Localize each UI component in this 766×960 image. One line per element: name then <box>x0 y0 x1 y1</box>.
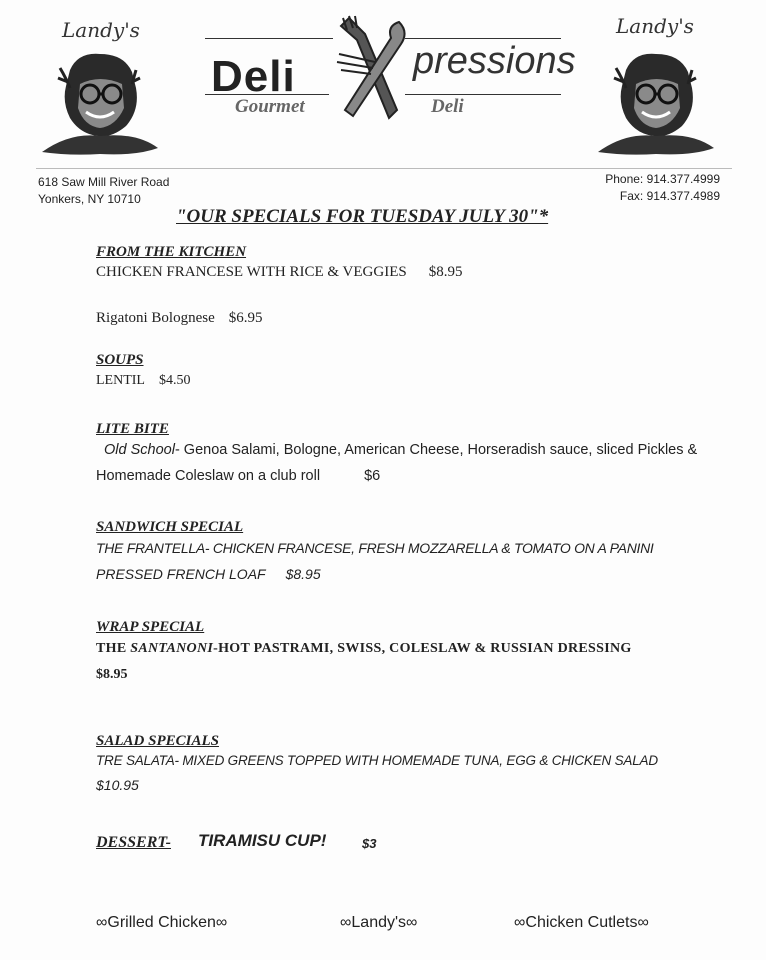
section-title-dessert: DESSERT- <box>96 834 171 851</box>
section-title-salad: SALAD SPECIALS <box>96 733 219 749</box>
specials-headline: "OUR SPECIALS FOR TUESDAY JULY 30"* <box>176 206 549 227</box>
dessert-item-name: TIRAMISU CUP! <box>198 831 327 850</box>
wrap-desc-text: -HOT PASTRAMI, SWISS, COLESLAW & RUSSIAN DRESSING <box>213 641 632 656</box>
logo-deli-small-text: Deli <box>431 96 464 117</box>
phone-number: Phone: 914.377.4999 <box>605 172 720 186</box>
sandwich-price: $8.95 <box>285 566 321 582</box>
section-title-sandwich: SANDWICH SPECIAL <box>96 519 244 535</box>
lite-bite-desc-1: - Genoa Salami, Bologne, American Cheese, Horseradish sauce, sliced Pickles & <box>174 442 698 458</box>
logo-pressions-text: pressions <box>413 40 576 82</box>
address-line-2: Yonkers, NY 10710 <box>38 192 141 206</box>
lite-bite-price: $6 <box>364 468 381 484</box>
section-title-kitchen: FROM THE KITCHEN <box>96 244 247 260</box>
lite-bite-item-name: Old School <box>104 442 175 458</box>
chef-caricature-right-image <box>596 48 716 160</box>
header-divider <box>36 168 732 169</box>
brand-script-left: Landy's <box>62 18 140 42</box>
wrap-price: $8.95 <box>96 667 128 682</box>
soup-item-name: LENTIL <box>96 373 145 388</box>
soup-item-price: $4.50 <box>158 373 191 388</box>
logo-rule-left <box>205 38 333 39</box>
kitchen-item-2 <box>96 310 263 327</box>
logo-gourmet-text: Gourmet <box>235 96 305 117</box>
salad-desc: TRE SALATA- MIXED GREENS TOPPED WITH HOMEMADE TUNA, EGG & CHICKEN SALAD <box>96 753 658 768</box>
lite-bite-desc-line-2 <box>96 468 380 484</box>
wrap-item-name: SANTANONI <box>130 641 214 656</box>
logo-deli-text: Deli <box>211 52 296 101</box>
brand-script-right: Landy's <box>616 14 694 38</box>
kitchen-item-1 <box>96 264 462 281</box>
section-title-lite-bite: LITE BITE <box>96 421 169 437</box>
address-block <box>38 174 169 208</box>
kitchen-item-2-name: Rigatoni Bolognese <box>96 310 215 326</box>
footer-grilled-chicken: ∞Grilled Chicken∞ <box>96 914 228 931</box>
fax-number: Fax: 914.377.4989 <box>619 189 720 203</box>
logo-rule-right <box>405 38 561 39</box>
kitchen-item-1-name: CHICKEN FRANCESE WITH RICE & VEGGIES <box>96 264 407 280</box>
section-title-soups: SOUPS <box>96 352 144 368</box>
sandwich-desc-2: PRESSED FRENCH LOAF <box>96 566 266 582</box>
footer-landys: ∞Landy's∞ <box>340 914 418 931</box>
section-title-wrap: WRAP SPECIAL <box>96 619 205 635</box>
salad-price: $10.95 <box>96 777 139 793</box>
footer-chicken-cutlets: ∞Chicken Cutlets∞ <box>514 914 649 931</box>
logo-rule-bottom-right <box>405 94 561 95</box>
wrap-prefix: THE <box>96 641 131 656</box>
wrap-desc <box>96 641 632 657</box>
contact-block <box>605 171 720 205</box>
sandwich-desc-line-2 <box>96 566 321 582</box>
soup-item <box>96 373 190 389</box>
chef-caricature-left-image <box>40 48 160 160</box>
lite-bite-desc-line-1 <box>104 442 697 458</box>
address-line-1: 618 Saw Mill River Road <box>38 175 170 189</box>
sandwich-desc-1: THE FRANTELLA- CHICKEN FRANCESE, FRESH MOZZARELLA & TOMATO ON A PANINI <box>96 540 654 556</box>
deli-xpressions-logo <box>205 14 576 124</box>
lite-bite-desc-2: Homemade Coleslaw on a club roll <box>96 468 321 484</box>
kitchen-item-1-price: $8.95 <box>428 264 463 280</box>
kitchen-item-2-price: $6.95 <box>228 310 263 326</box>
fork-knife-x-icon <box>335 14 411 122</box>
dessert-price: $3 <box>362 836 377 851</box>
